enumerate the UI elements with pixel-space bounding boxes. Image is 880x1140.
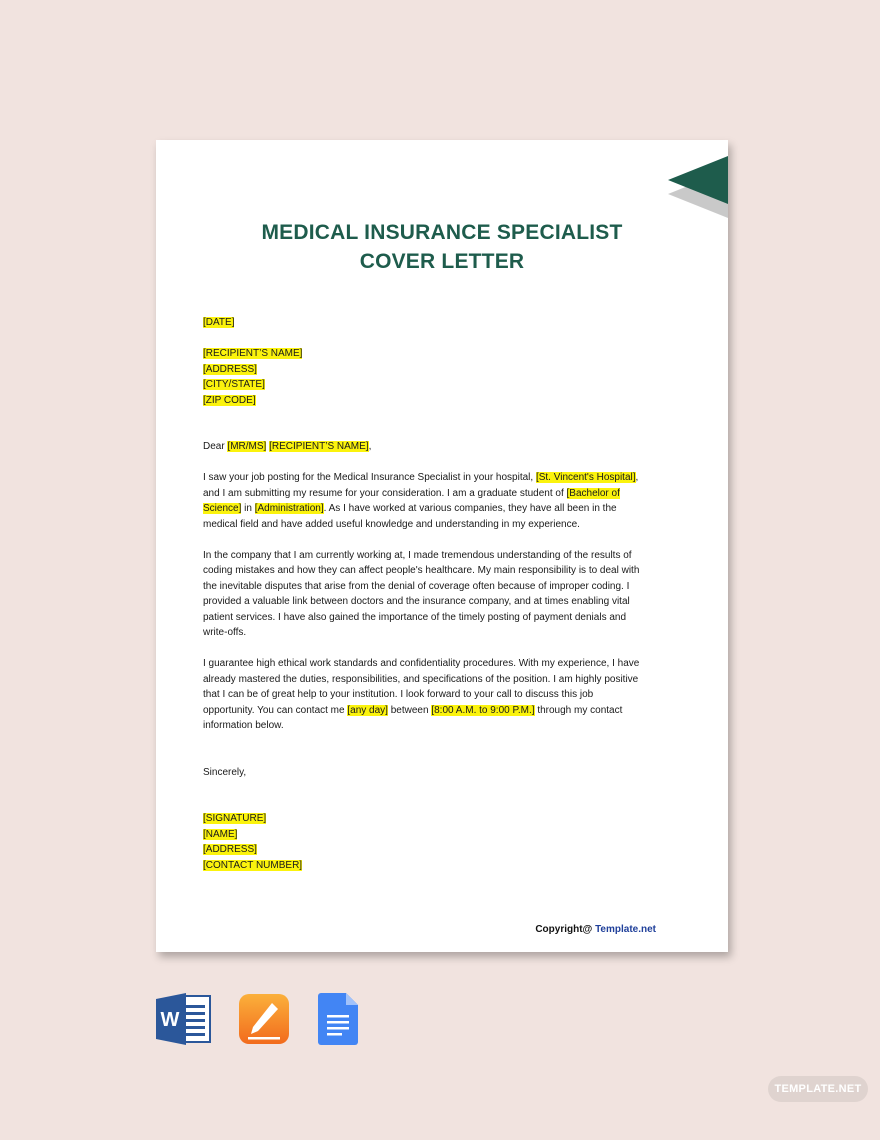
degree-field-cont: Science] <box>203 503 242 514</box>
title-line-2: COVER LETTER <box>359 250 525 273</box>
signature-field: [SIGNATURE] <box>203 813 267 824</box>
title-line-1: MEDICAL INSURANCE SPECIALIST <box>261 221 623 244</box>
major-field: [Administration] <box>254 503 324 514</box>
paragraph-1: I saw your job posting for the Medical Insurance Specialist in your hospital, [St. Vincent's Hospital], and I am submitting my resume for your consideration. I am a graduate student of [Bachelor of Science] in [Administration]. As I have worked at various companies, they have all been in the medical field and have added useful knowledge and understanding in my experience. <box>203 472 639 530</box>
template-net-link[interactable]: Template.net <box>595 924 656 935</box>
recipient-city-state: [CITY/STATE] <box>203 379 265 390</box>
salutation: Dear [MR/MS] [RECIPIENT’S NAME], <box>203 441 372 452</box>
recipient-name: [RECIPIENT’S NAME] <box>203 348 303 359</box>
google-docs-icon[interactable] <box>318 993 358 1045</box>
letter-body <box>203 315 663 873</box>
paragraph-2: In the company that I am currently working at, I made tremendous understanding of the results of coding mistakes and how they can affect people's healthcare. My main responsibility is to deal with the inevitable disputes that arise from the denial of coverage often because of improper coding. I provided a valuable link between doctors and the insurance company, and at times enabling vital patient services. I have also gained the importance of the timely posting of payment denials and write-offs. <box>203 549 640 638</box>
microsoft-word-icon[interactable] <box>156 993 212 1045</box>
salutation-name: [RECIPIENT’S NAME] <box>269 441 369 452</box>
paragraph-3: I guarantee high ethical work standards and confidentiality procedures. With my experience, I have already mastered the duties, responsibilities, and specifications of the position. I am highly positive that I can be of great help to your institution. I look forward to your call to discuss this job opportunity. You can contact me [any day] between [8:00 A.M. to 9:00 P.M.] through my contact information below. <box>203 658 640 731</box>
letter-page <box>156 140 728 952</box>
contact-time-field: [8:00 A.M. to 9:00 P.M.] <box>431 704 535 716</box>
recipient-address: [ADDRESS] <box>203 363 257 375</box>
contact-day-field: [any day] <box>347 704 388 716</box>
hospital-field: [St. Vincent's Hospital] <box>535 472 636 483</box>
closing: Sincerely, <box>203 766 247 778</box>
salutation-title: [MR/MS] <box>227 441 267 452</box>
document-title <box>156 218 728 276</box>
apple-pages-icon[interactable] <box>238 993 290 1045</box>
address-field: [ADDRESS] <box>203 844 257 855</box>
copyright-notice: Copyright@ Template.net <box>535 924 656 935</box>
contact-number-field: [CONTACT NUMBER] <box>203 859 303 871</box>
signature-block <box>203 811 663 873</box>
recipient-block <box>203 346 663 408</box>
word-letter: W <box>160 1009 180 1031</box>
template-net-badge[interactable]: TEMPLATE.NET <box>768 1076 868 1102</box>
recipient-zip: [ZIP CODE] <box>203 394 256 406</box>
date-field: [DATE] <box>203 317 235 328</box>
corner-triangle-decoration <box>668 156 728 216</box>
name-field: [NAME] <box>203 828 238 840</box>
degree-field: [Bachelor of <box>566 487 620 499</box>
